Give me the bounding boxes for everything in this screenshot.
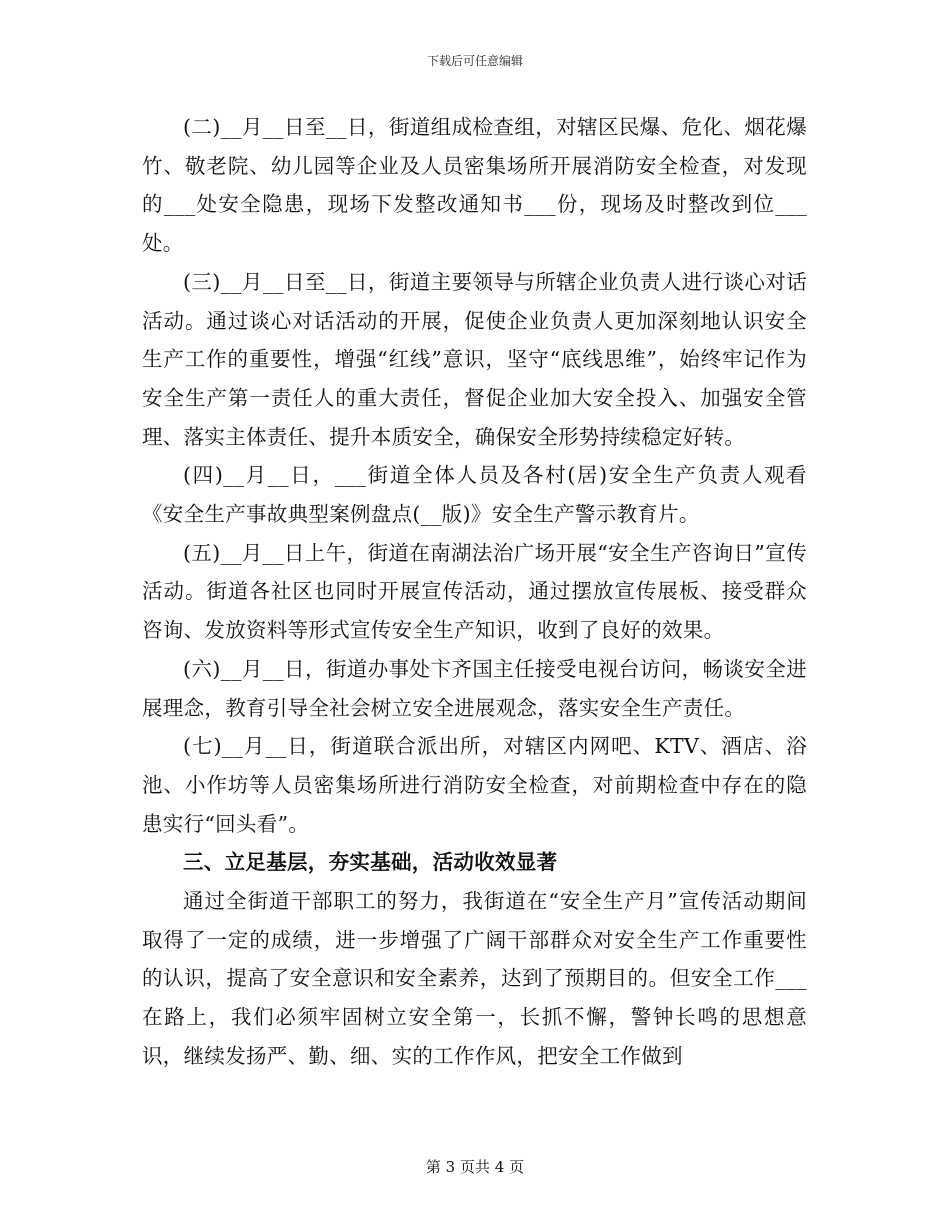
paragraph-item-3: (三)__月__日至__日，街道主要领导与所辖企业负责人进行谈心对话活动。通过谈心对话活动的开展，促使企业负责人更加深刻地认识安全生产工作的重要性，增强“红线”意识，坚守“底线思维”，始终牢记作为安全生产第一责任人的重大责任，督促企业加大安全投入、加强安全管理、落实主体责任、提升本质安全，确保安全形势持续稳定好转。 — [142, 269, 807, 449]
section-heading: 三、立足基层，夯实基础，活动收效显著 — [183, 850, 558, 875]
paragraph-item-5: (五)__月__日上午，街道在南湖法治广场开展“安全生产咨询日”宣传活动。街道各社区也同时开展宣传活动，通过摆放宣传展板、接受群众咨询、发放资料等形式宣传安全生产知识，收到了良好的效果。 — [142, 540, 807, 643]
paragraph-item-4: (四)__月__日，___街道全体人员及各村(居)安全生产负责人观看《安全生产事故典型案例盘点(__版)》安全生产警示教育片。 — [142, 463, 807, 527]
document-body — [142, 108, 807, 1076]
closing-paragraph: 通过全街道干部职工的努力，我街道在“安全生产月”宣传活动期间取得了一定的成绩，进一步增强了广阔干部群众对安全生产工作重要性的认识，提高了安全意识和安全素养，达到了预期目的。但安全工作___在路上，我们必须牢固树立安全第一，长抓不懈，警钟长鸣的思想意识，继续发扬严、勤、细、实的工作作风，把安全工作做到 — [142, 889, 807, 1068]
paragraph-item-6: (六)__月__日，街道办事处卞齐国主任接受电视台访问，畅谈安全进展理念，教育引导全社会树立安全进展观念，落实安全生产责任。 — [142, 656, 807, 720]
page-footer: 第 3 页共 4 页 — [425, 1158, 525, 1176]
paragraph-item-7: (七)__月__日，街道联合派出所，对辖区内网吧、KTV、酒店、浴池、小作坊等人员密集场所进行消防安全检查，对前期检查中存在的隐患实行“回头看”。 — [142, 734, 807, 836]
paragraph-item-2: (二)__月__日至__日，街道组成检查组，对辖区民爆、危化、烟花爆竹、敬老院、幼儿园等企业及人员密集场所开展消防安全检查，对发现的___处安全隐患，现场下发整改通知书___份，现场及时整改到位___处。 — [142, 115, 807, 256]
page-header: 下载后可任意编辑 — [426, 54, 523, 68]
